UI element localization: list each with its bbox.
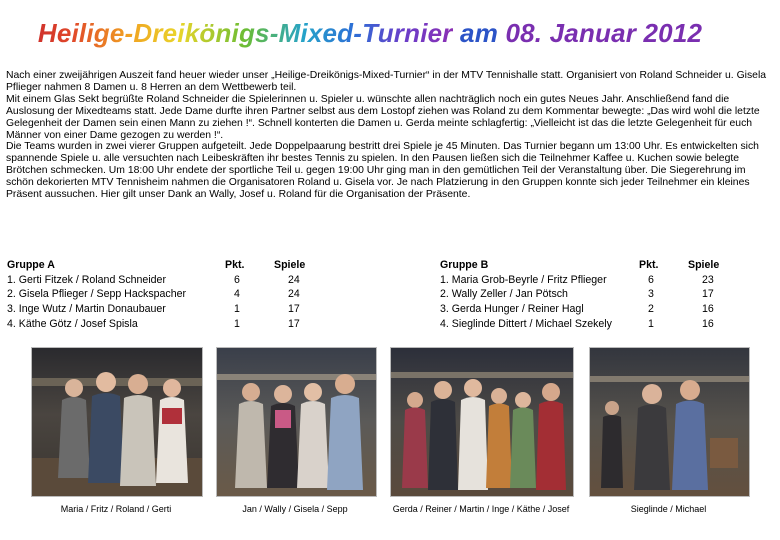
photo-caption: Maria / Fritz / Roland / Gerti: [60, 504, 172, 514]
team-name: 2. Gisela Pflieger / Sepp Hackspacher: [7, 288, 187, 301]
photo-group-3: [390, 347, 574, 497]
team-points: 1: [234, 317, 240, 330]
team-games: 24: [288, 288, 300, 301]
team-games: 16: [702, 303, 714, 316]
col-spiele-header: Spiele: [688, 259, 720, 272]
photo-image: [32, 348, 202, 496]
photo-image: [590, 348, 749, 496]
team-points: 3: [648, 288, 654, 301]
team-games: 24: [288, 273, 300, 286]
table-row: [440, 287, 752, 302]
table-header-row: [7, 258, 338, 273]
team-name: 2. Wally Zeller / Jan Pötsch: [440, 288, 568, 301]
team-games: 17: [288, 303, 300, 316]
photo-caption: Gerda / Reiner / Martin / Inge / Käthe / Josef: [392, 504, 570, 514]
team-name: 4. Käthe Götz / Josef Spisla: [7, 317, 138, 330]
table-row: [440, 273, 752, 288]
team-points: 1: [648, 317, 654, 330]
table-row: [7, 287, 338, 302]
photo-group-4: [589, 347, 750, 497]
table-header-row: [440, 258, 752, 273]
team-name: 3. Inge Wutz / Martin Donaubauer: [7, 303, 166, 316]
photo-group-2: [216, 347, 377, 497]
col-spiele-header: Spiele: [274, 259, 306, 272]
team-games: 23: [702, 273, 714, 286]
team-points: 2: [648, 303, 654, 316]
team-games: 16: [702, 317, 714, 330]
photo-caption: Sieglinde / Michael: [630, 504, 707, 514]
team-name: 1. Maria Grob-Beyrle / Fritz Pflieger: [440, 273, 607, 286]
team-name: 1. Gerti Fitzek / Roland Schneider: [7, 273, 166, 286]
group-name: Gruppe B: [440, 259, 489, 272]
photo-image: [217, 348, 376, 496]
table-row: [440, 302, 752, 317]
table-row: [7, 273, 338, 288]
team-points: 6: [234, 273, 240, 286]
team-points: 6: [648, 273, 654, 286]
table-row: [7, 302, 338, 317]
col-pkt-header: Pkt.: [639, 259, 659, 272]
paragraph-tournament: Die Teams wurden in zwei vierer Gruppen aufgeteilt. Jede Doppelpaarung bestritt drei Spiele je 45 Minuten. Das Turnier begann um 13:00 Uhr. Es entwickelten sich spannende Spiele u. alle versuchten nach Leibeskräften ihr bestes Tennis zu spielen. In den Pausen ließen sich die Teilnehmer Kaffee u. Kuchen sowie belegte Brötchen schmecken. Um 18:00 Uhr endete der sportliche Teil u. gegen 19:00 Uhr ging man in den gemütlichen Teil der Veranstaltung über. Die Siegerehrung im schön dekorierten MTV Tennisheim nahmen die Organisatoren Roland u. Gisela vor. Je nach Platzierung in den Gruppen konnte sich jeder Teilnehmer ein kleines Präsent aussuchen. Hier gilt unser Dank an Wally, Josef u. Roland für die Organisation der Präsente.: [6, 141, 759, 201]
team-games: 17: [702, 288, 714, 301]
article-body: [6, 70, 774, 201]
team-name: 4. Sieglinde Dittert / Michael Szekely: [440, 317, 612, 330]
page-title: [0, 18, 740, 49]
group-b-table: [440, 258, 752, 331]
group-a-table: [7, 258, 338, 331]
paragraph-welcome: Mit einem Glas Sekt begrüßte Roland Schneider die Spielerinnen u. Spieler u. wünschte allen nachträglich noch ein gutes Neues Jahr. Anschließend fand die Auslosung der Mixedteams statt. Jede Dame durfte ihren Partner selbst aus dem Lostopf ziehen was Roland zu dem Kommentar bewegte: „Das wird wohl die letzte Gelegenheit der Damen sein einen Mann zu ziehen !“. Schnell konterten die Damen u. Gerda meinte schlagfertig: „Vielleicht ist das die letzte Gelegenheit für euch Männer von einer Dame gezogen zu werden !“.: [6, 93, 760, 141]
team-name: 3. Gerda Hunger / Reiner Hagl: [440, 303, 584, 316]
photo-caption: Jan / Wally / Gisela / Sepp: [242, 504, 348, 514]
title-date-part: am 08. Januar 2012: [452, 18, 703, 48]
group-name: Gruppe A: [7, 259, 55, 272]
table-row: [440, 316, 752, 331]
paragraph-intro: Nach einer zweijährigen Auszeit fand heuer wieder unser „Heilige-Dreikönigs-Mixed-Turnier“ in der MTV Tennishalle statt. Organisiert von Roland Schneider u. Gisela Pflieger nahmen 8 Damen u. 8 Herren an dem Wettbewerb teil.: [6, 70, 767, 93]
photo-group-1: [31, 347, 203, 497]
team-points: 4: [234, 288, 240, 301]
team-points: 1: [234, 303, 240, 316]
title-rainbow-part: Heilige-Dreikönigs-Mixed-Turnier: [37, 18, 453, 48]
team-games: 17: [288, 317, 300, 330]
col-pkt-header: Pkt.: [225, 259, 245, 272]
photo-image: [391, 348, 573, 496]
table-row: [7, 316, 338, 331]
